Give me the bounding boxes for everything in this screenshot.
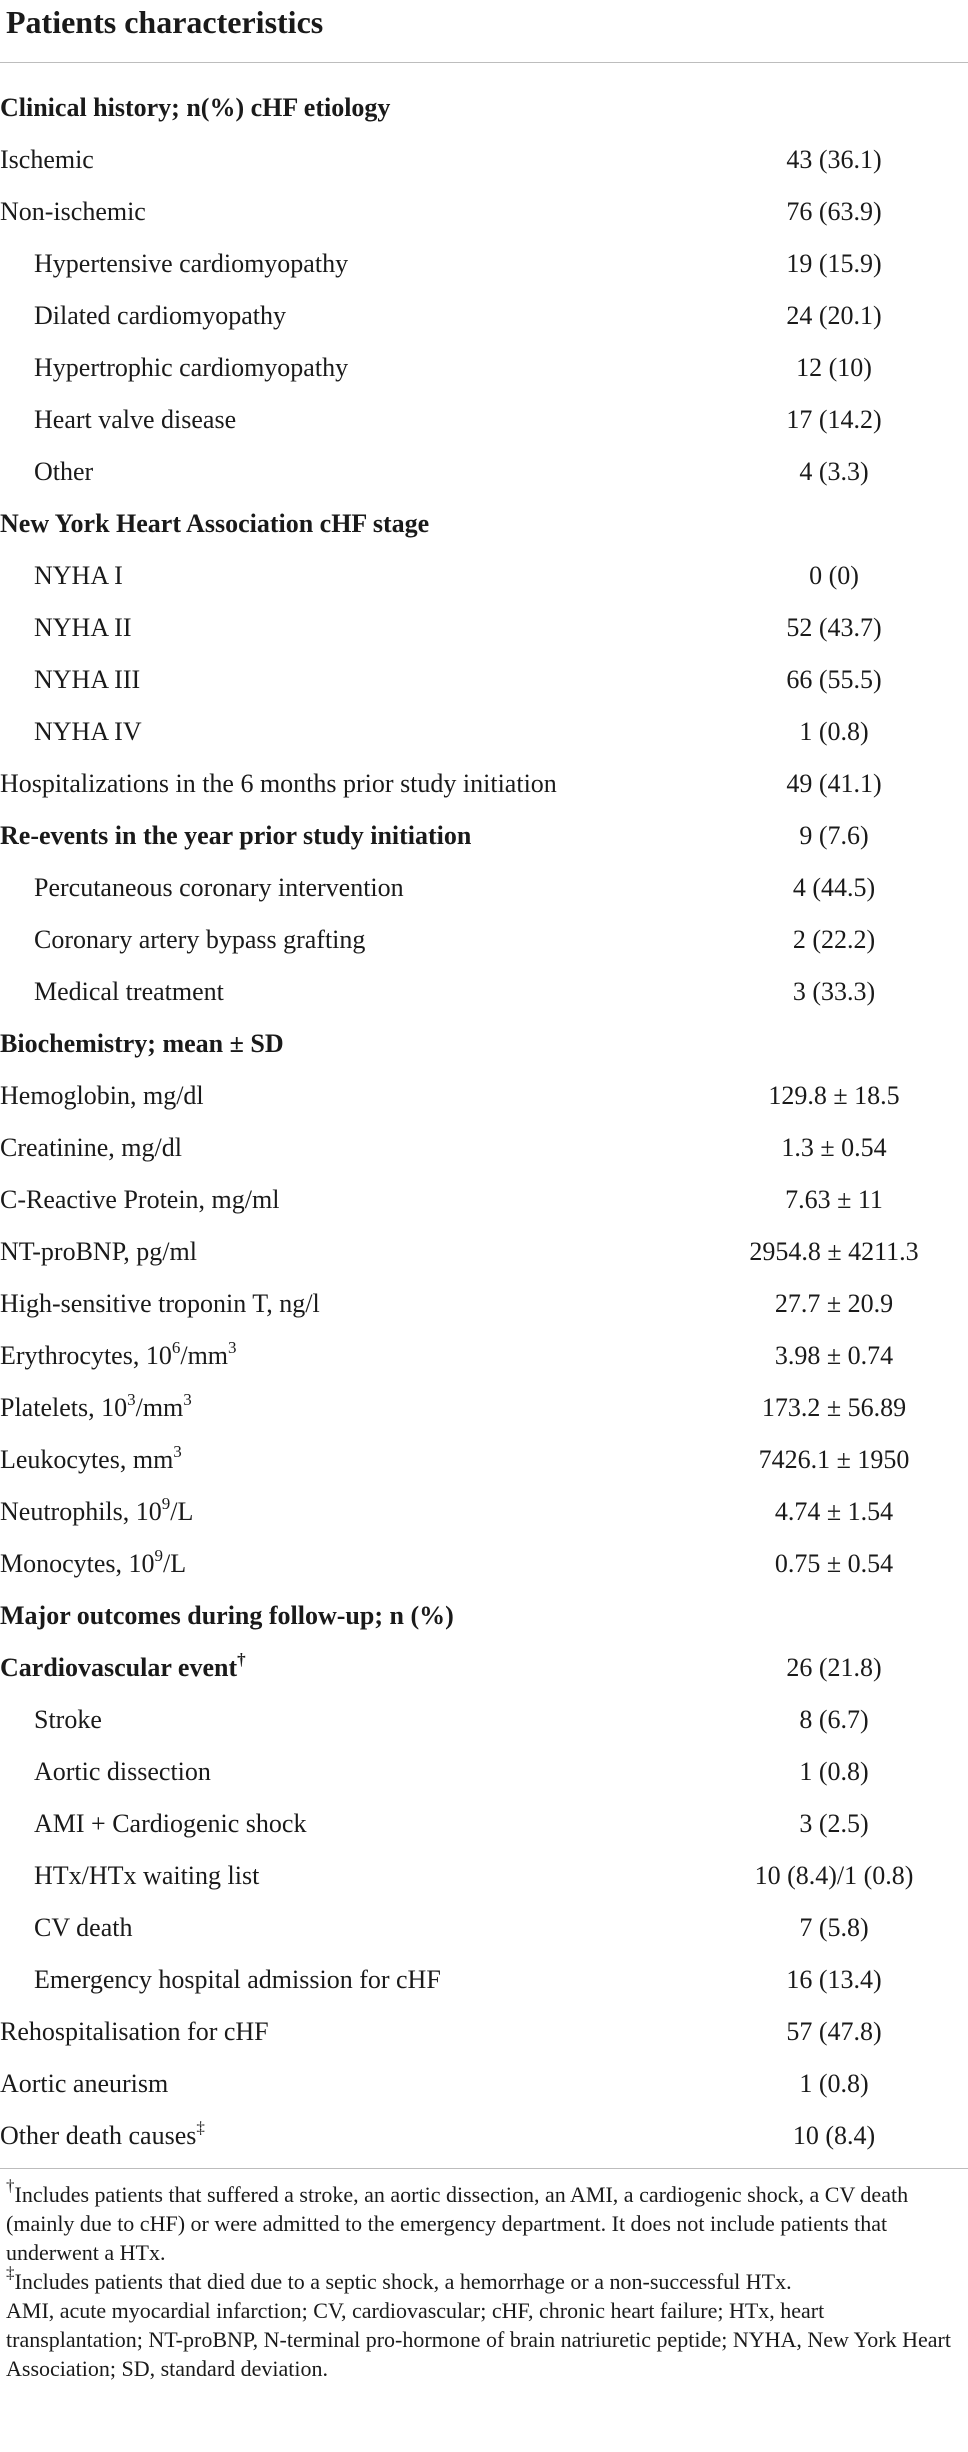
table-row: [0, 446, 968, 498]
superscript: †: [237, 1650, 246, 1669]
footnotes: [6, 2176, 962, 2383]
footnote-text: Includes patients that died due to a septic shock, a hemorrhage or a non-successful HTx.: [14, 2269, 792, 2294]
row-label: [0, 342, 700, 394]
row-label: [0, 1278, 700, 1330]
superscript: 9: [161, 1494, 171, 1513]
row-label: [0, 1226, 700, 1278]
row-label: [0, 1694, 700, 1746]
table-row: [0, 394, 968, 446]
table-row: [0, 1486, 968, 1538]
section-header-row: [0, 1590, 968, 1642]
table-row: [0, 1902, 968, 1954]
superscript: 3: [173, 1442, 182, 1461]
section-header-row: [0, 82, 968, 134]
table-row: [0, 810, 968, 862]
row-value: [700, 1590, 968, 1642]
row-label-text: /L: [170, 1497, 194, 1526]
row-value: 4 (3.3): [799, 457, 869, 486]
table-row: [0, 862, 968, 914]
row-label-text: Hemoglobin, mg/dl: [0, 1081, 204, 1110]
row-label: [0, 394, 700, 446]
row-label-text: New York Heart Association cHF stage: [0, 509, 430, 538]
row-label: [0, 1850, 700, 1902]
row-value: 173.2 ± 56.89: [761, 1393, 907, 1422]
table-row: [0, 1070, 968, 1122]
row-value: 9 (7.6): [799, 821, 869, 850]
table-row: [0, 1538, 968, 1590]
row-label-text: Leukocytes, mm: [0, 1445, 174, 1474]
row-label-text: Percutaneous coronary intervention: [34, 873, 404, 902]
row-label-text: /mm: [180, 1341, 229, 1370]
row-value: 76 (63.9): [786, 197, 882, 226]
row-label: [0, 498, 700, 550]
table-row: [0, 1174, 968, 1226]
table-row: [0, 186, 968, 238]
row-value: 0.75 ± 0.54: [774, 1549, 894, 1578]
row-label: [0, 2058, 700, 2110]
table-row: [0, 1330, 968, 1382]
row-value: 43 (36.1): [786, 145, 882, 174]
row-label-text: Platelets, 10: [0, 1393, 128, 1422]
row-label: [0, 1902, 700, 1954]
row-label: [0, 1070, 700, 1122]
table-row: [0, 134, 968, 186]
row-value: 1.3 ± 0.54: [781, 1133, 887, 1162]
row-label-text: Non-ischemic: [0, 197, 146, 226]
row-value: 3 (2.5): [799, 1809, 869, 1838]
table-row: [0, 342, 968, 394]
row-value: [700, 498, 968, 550]
row-label-text: NYHA II: [34, 613, 132, 642]
table-row: [0, 1694, 968, 1746]
table-title: Patients characteristics: [6, 4, 324, 40]
row-label: [0, 2006, 700, 2058]
table-row: [0, 2110, 968, 2162]
row-label: [0, 1382, 700, 1434]
row-value: [700, 1018, 968, 1070]
row-label-text: AMI + Cardiogenic shock: [34, 1809, 307, 1838]
table-row: [0, 602, 968, 654]
bottom-divider: [0, 2168, 968, 2169]
row-value: 8 (6.7): [799, 1705, 869, 1734]
footnote-text: Includes patients that suffered a stroke, an aortic dissection, an AMI, a cardiogenic shock, a CV death (mainly due to cHF) or were admitted to the emergency department. It does not include patients that underwent a HTx.: [6, 2182, 909, 2265]
row-label: [0, 914, 700, 966]
footnote-mark: ‡: [6, 2263, 15, 2282]
table-row: [0, 1122, 968, 1174]
row-label-text: Aortic dissection: [34, 1757, 211, 1786]
row-label-text: Hospitalizations in the 6 months prior study initiation: [0, 769, 557, 798]
row-label-text: CV death: [34, 1913, 133, 1942]
row-label: [0, 1330, 700, 1382]
top-divider: [0, 62, 968, 63]
row-value: 16 (13.4): [786, 1965, 882, 1994]
footnote: [6, 2176, 962, 2267]
row-label: [0, 290, 700, 342]
row-label: [0, 1590, 700, 1642]
row-value: 4.74 ± 1.54: [774, 1497, 894, 1526]
row-label-text: Monocytes, 10: [0, 1549, 155, 1578]
row-label-text: Ischemic: [0, 145, 94, 174]
row-value: 52 (43.7): [786, 613, 882, 642]
table-row: [0, 1798, 968, 1850]
row-label-text: Dilated cardiomyopathy: [34, 301, 286, 330]
row-value: 17 (14.2): [786, 405, 882, 434]
row-label: [0, 1122, 700, 1174]
row-value: 1 (0.8): [799, 1757, 869, 1786]
row-label: [0, 1538, 700, 1590]
table-row: [0, 2058, 968, 2110]
row-value: 26 (21.8): [786, 1653, 882, 1682]
row-label-text: HTx/HTx waiting list: [34, 1861, 260, 1890]
row-label: [0, 2110, 700, 2162]
table-row: [0, 758, 968, 810]
row-label: [0, 602, 700, 654]
row-label: [0, 1174, 700, 1226]
footnote: [6, 2296, 962, 2383]
superscript: 9: [154, 1546, 164, 1565]
row-label: [0, 1486, 700, 1538]
section-header-row: [0, 1018, 968, 1070]
row-label-text: Hypertrophic cardiomyopathy: [34, 353, 349, 382]
row-label-text: NYHA III: [34, 665, 141, 694]
row-label: [0, 706, 700, 758]
row-value: 49 (41.1): [786, 769, 882, 798]
superscript: 3: [183, 1390, 192, 1409]
row-label: [0, 654, 700, 706]
row-label-text: /L: [163, 1549, 187, 1578]
row-label-text: NYHA IV: [34, 717, 142, 746]
row-label-text: Stroke: [34, 1705, 102, 1734]
row-value: 7.63 ± 11: [785, 1185, 883, 1214]
row-label: [0, 446, 700, 498]
row-label-text: Major outcomes during follow-up; n (%): [0, 1601, 454, 1630]
table-row: [0, 1226, 968, 1278]
row-label-text: Heart valve disease: [34, 405, 237, 434]
table-row: [0, 1382, 968, 1434]
row-label-text: Aortic aneurism: [0, 2069, 169, 2098]
row-label-text: Cardiovascular event: [0, 1653, 238, 1682]
row-value: 4 (44.5): [792, 873, 876, 902]
row-label-text: Erythrocytes, 10: [0, 1341, 172, 1370]
row-label: [0, 758, 700, 810]
row-value: [700, 82, 968, 134]
row-value: 12 (10): [796, 353, 872, 382]
row-value: 129.8 ± 18.5: [768, 1081, 900, 1110]
row-label-text: Medical treatment: [34, 977, 224, 1006]
row-label: [0, 966, 700, 1018]
row-label-text: Clinical history; n(%) cHF etiology: [0, 93, 391, 122]
row-label-text: Hypertensive cardiomyopathy: [34, 249, 349, 278]
row-label-text: Biochemistry; mean ± SD: [0, 1029, 284, 1058]
row-label: [0, 186, 700, 238]
row-value: 19 (15.9): [786, 249, 882, 278]
table-row: [0, 706, 968, 758]
row-label: [0, 550, 700, 602]
row-label-text: Re-events in the year prior study initiation: [0, 821, 472, 850]
table-row: [0, 550, 968, 602]
row-value: 0 (0): [809, 561, 859, 590]
row-label: [0, 1018, 700, 1070]
row-label-text: C-Reactive Protein, mg/ml: [0, 1185, 280, 1214]
table-row: [0, 2006, 968, 2058]
row-label: [0, 1642, 700, 1694]
row-label-text: NYHA I: [34, 561, 123, 590]
section-header-row: [0, 498, 968, 550]
footnote: [6, 2263, 962, 2296]
row-label-text: Neutrophils, 10: [0, 1497, 162, 1526]
superscript: ‡: [196, 2118, 205, 2137]
superscript: 3: [127, 1390, 136, 1409]
row-value: 2954.8 ± 4211.3: [749, 1237, 919, 1266]
table-row: [0, 1278, 968, 1330]
row-label: [0, 1746, 700, 1798]
row-value: 7 (5.8): [799, 1913, 869, 1942]
table-row: [0, 1850, 968, 1902]
table-row: [0, 1954, 968, 2006]
superscript: 6: [171, 1338, 181, 1357]
row-label: [0, 862, 700, 914]
table-row: [0, 914, 968, 966]
row-label: [0, 810, 700, 862]
footnote-mark: †: [6, 2176, 15, 2195]
characteristics-table: [0, 82, 968, 2162]
row-value: 3 (33.3): [792, 977, 876, 1006]
row-label: [0, 1434, 700, 1486]
row-value: 66 (55.5): [786, 665, 882, 694]
superscript: 3: [228, 1338, 237, 1357]
row-value: 10 (8.4)/1 (0.8): [754, 1861, 914, 1890]
row-label-text: Other: [34, 457, 94, 486]
table-row: [0, 1746, 968, 1798]
row-label: [0, 82, 700, 134]
footnote-text: AMI, acute myocardial infarction; CV, cardiovascular; cHF, chronic heart failure; HTx, heart transplantation; NT-proBNP, N-terminal pro-hormone of brain natriuretic peptide; NYHA, New York Heart Association; SD, standard deviation.: [6, 2298, 951, 2381]
row-value: 7426.1 ± 1950: [758, 1445, 910, 1474]
row-value: 1 (0.8): [799, 717, 869, 746]
row-label-text: High-sensitive troponin T, ng/l: [0, 1289, 320, 1318]
row-label: [0, 238, 700, 290]
row-value: 2 (22.2): [792, 925, 876, 954]
row-value: 27.7 ± 20.9: [774, 1289, 894, 1318]
row-value: 24 (20.1): [786, 301, 882, 330]
row-value: 1 (0.8): [799, 2069, 869, 2098]
table-body: [0, 82, 968, 2162]
row-value: 57 (47.8): [786, 2017, 882, 2046]
table-row: [0, 238, 968, 290]
table-row: [0, 654, 968, 706]
table-row: [0, 966, 968, 1018]
row-label-text: /mm: [135, 1393, 184, 1422]
row-label: [0, 134, 700, 186]
row-label: [0, 1954, 700, 2006]
row-label-text: Coronary artery bypass grafting: [34, 925, 366, 954]
row-value: 3.98 ± 0.74: [774, 1341, 894, 1370]
row-label-text: Other death causes: [0, 2121, 197, 2150]
row-label-text: Creatinine, mg/dl: [0, 1133, 182, 1162]
table-row: [0, 1642, 968, 1694]
row-label: [0, 1798, 700, 1850]
row-value: 10 (8.4): [792, 2121, 876, 2150]
row-label-text: Emergency hospital admission for cHF: [34, 1965, 441, 1994]
table-row: [0, 1434, 968, 1486]
row-label-text: NT-proBNP, pg/ml: [0, 1237, 197, 1266]
row-label-text: Rehospitalisation for cHF: [0, 2017, 269, 2046]
table-row: [0, 290, 968, 342]
